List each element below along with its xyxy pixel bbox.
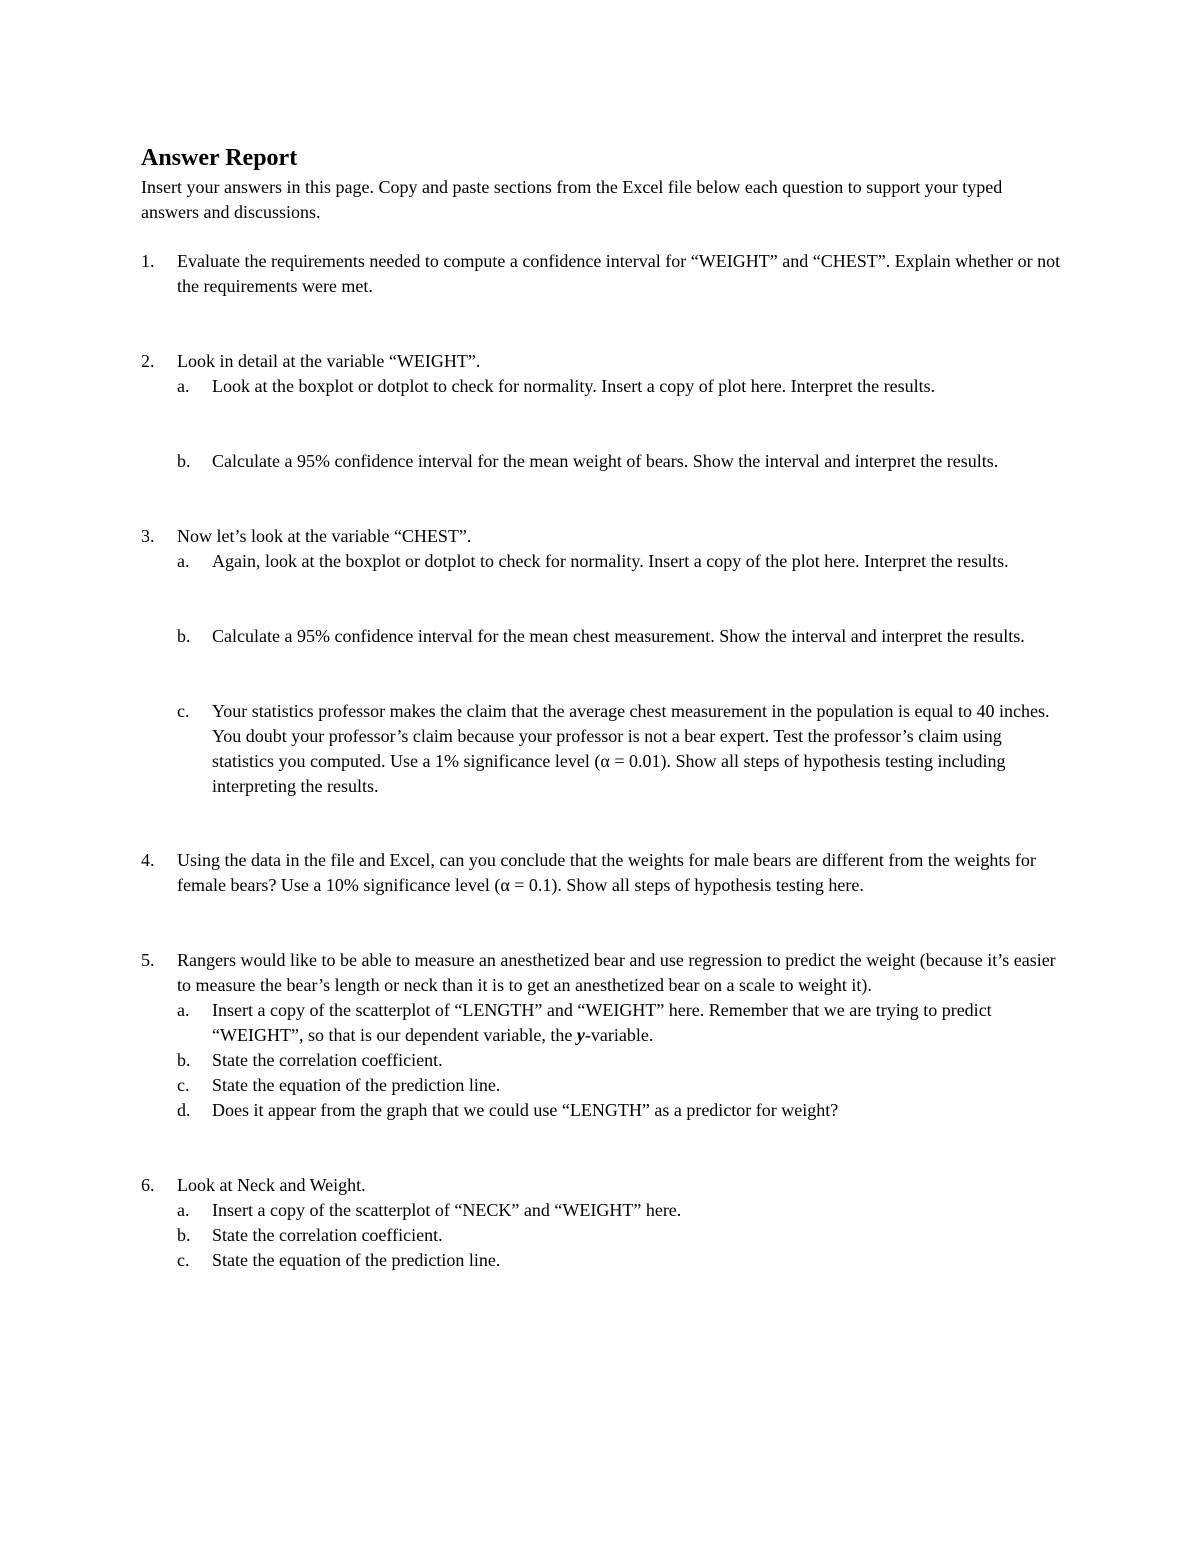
question-number: 5. [141,950,155,970]
sub-question-d [177,1098,1061,1123]
sub-letter: a. [177,376,190,396]
report-intro: Insert your answers in this page. Copy and paste sections from the Excel file below each question to support your typed answers and discussions. [141,177,1003,222]
sub-text: Insert a copy of the scatterplot of “NECK” and “WEIGHT” here. [212,1200,682,1220]
question-text: Look at Neck and Weight. [177,1175,366,1195]
y-emphasis: y [576,1025,585,1045]
sub-question-a [177,374,1061,399]
question-6 [141,1173,1061,1273]
sub-question-b [177,449,1061,474]
question-number: 3. [141,526,155,546]
question-text: Look in detail at the variable “WEIGHT”. [177,351,481,371]
sub-question-c [177,1248,1061,1273]
sub-question-a [177,1198,1061,1223]
question-text: Now let’s look at the variable “CHEST”. [177,526,472,546]
question-3 [141,524,1061,799]
sub-text: Again, look at the boxplot or dotplot to check for normality. Insert a copy of the plot here. Interpret the results. [212,551,1009,571]
question-text: Rangers would like to be able to measure an anesthetized bear and use regression to predict the weight (because it’s easier to measure the bear’s length or neck than it is to get an anesthetized bear on a scale to weight it). [177,950,1056,995]
question-number: 4. [141,850,155,870]
sub-letter: c. [177,701,190,721]
sub-text: Look at the boxplot or dotplot to check for normality. Insert a copy of plot here. Interpret the results. [212,376,936,396]
sub-question-b [177,624,1061,649]
sub-letter: a. [177,551,190,571]
sub-letter: c. [177,1250,190,1270]
sub-text: State the equation of the prediction line. [212,1250,501,1270]
sub-letter: c. [177,1075,190,1095]
sub-letter: a. [177,1200,190,1220]
sub-letter: b. [177,626,191,646]
sub-text: State the correlation coefficient. [212,1225,443,1245]
question-text: Evaluate the requirements needed to compute a confidence interval for “WEIGHT” and “CHEST”. Explain whether or not the requirements were met. [177,251,1061,296]
report-title: Answer Report [141,145,298,171]
question-4 [141,848,1061,898]
answer-report-page [141,143,1061,1273]
sub-text: Calculate a 95% confidence interval for the mean weight of bears. Show the interval and interpret the results. [212,451,999,471]
sub-letter: d. [177,1100,191,1120]
sub-letter: b. [177,451,191,471]
sub-text: Your statistics professor makes the claim that the average chest measurement in the population is equal to 40 inches. You doubt your professor’s claim because your professor is not a bear expert. Test the professor’s claim using statistics you computed. Use a 1% significance level (α = 0.01). Show all steps of hypothesis testing including interpreting the results. [212,701,1050,796]
sub-question-a [177,549,1061,574]
sub-text-before: Insert a copy of the scatterplot of “LENGTH” and “WEIGHT” here. Remember that we are trying to predict “WEIGHT”, so that is our dependent variable, the [212,1000,992,1045]
sub-question-a [177,998,1061,1048]
sub-letter: b. [177,1225,191,1245]
question-number: 6. [141,1175,155,1195]
question-1 [141,249,1061,299]
question-text: Using the data in the file and Excel, can you conclude that the weights for male bears are different from the weights for female bears? Use a 10% significance level (α = 0.1). Show all steps of hypothesis testing here. [177,850,1036,895]
question-number: 2. [141,351,155,371]
sub-text: Does it appear from the graph that we could use “LENGTH” as a predictor for weight? [212,1100,839,1120]
question-5 [141,948,1061,1123]
sub-text: State the correlation coefficient. [212,1050,443,1070]
sub-letter: b. [177,1050,191,1070]
question-number: 1. [141,251,155,271]
sub-question-c [177,699,1061,799]
sub-text: Calculate a 95% confidence interval for the mean chest measurement. Show the interval and interpret the results. [212,626,1025,646]
sub-question-c [177,1073,1061,1098]
sub-text: State the equation of the prediction line. [212,1075,501,1095]
sub-question-b [177,1223,1061,1248]
sub-text [212,998,1061,1048]
question-2 [141,349,1061,474]
sub-question-b [177,1048,1061,1073]
sub-letter: a. [177,1000,190,1020]
sub-text-after: -variable. [584,1025,654,1045]
